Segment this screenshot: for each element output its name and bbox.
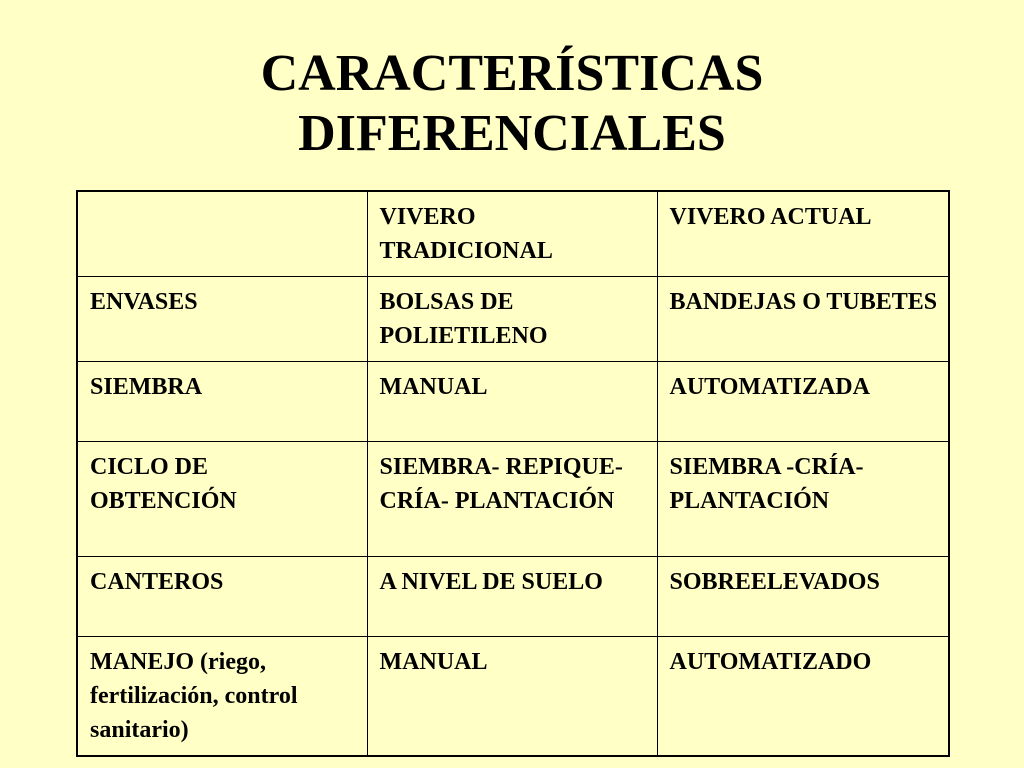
cell-tradicional: A NIVEL DE SUELO xyxy=(367,557,657,637)
header-cell-empty xyxy=(77,191,367,277)
header-cell-vivero-actual: VIVERO ACTUAL xyxy=(657,191,949,277)
header-cell-vivero-tradicional: VIVERO TRADICIONAL xyxy=(367,191,657,277)
cell-actual: AUTOMATIZADA xyxy=(657,362,949,442)
row-label-ciclo-de-obtencion: CICLO DE OBTENCIÓN xyxy=(77,442,367,557)
cell-actual: SOBREELEVADOS xyxy=(657,557,949,637)
table-row xyxy=(77,442,949,557)
table-header-row xyxy=(77,191,949,277)
table-row xyxy=(77,277,949,362)
cell-tradicional: MANUAL xyxy=(367,637,657,757)
row-label-manejo-detail: (riego, fertilización, control sanitario) xyxy=(90,649,298,743)
slide-title-line-1: CARACTERÍSTICAS xyxy=(260,45,764,102)
table-row xyxy=(77,557,949,637)
row-label-envases: ENVASES xyxy=(77,277,367,362)
row-label-manejo-strong: MANEJO xyxy=(90,649,194,675)
cell-actual: BANDEJAS O TUBETES xyxy=(657,277,949,362)
row-label-canteros: CANTEROS xyxy=(77,557,367,637)
row-label-manejo xyxy=(77,637,367,757)
cell-tradicional: BOLSAS DE POLIETILENO xyxy=(367,277,657,362)
slide-title-line-2: DIFERENCIALES xyxy=(298,105,726,162)
slide-title xyxy=(0,44,1024,164)
cell-actual: AUTOMATIZADO xyxy=(657,637,949,757)
cell-actual: SIEMBRA -CRÍA- PLANTACIÓN xyxy=(657,442,949,557)
row-label-siembra: SIEMBRA xyxy=(77,362,367,442)
table-row xyxy=(77,362,949,442)
cell-tradicional: SIEMBRA- REPIQUE- CRÍA- PLANTACIÓN xyxy=(367,442,657,557)
cell-tradicional: MANUAL xyxy=(367,362,657,442)
table-row xyxy=(77,637,949,757)
comparison-table xyxy=(76,190,950,757)
